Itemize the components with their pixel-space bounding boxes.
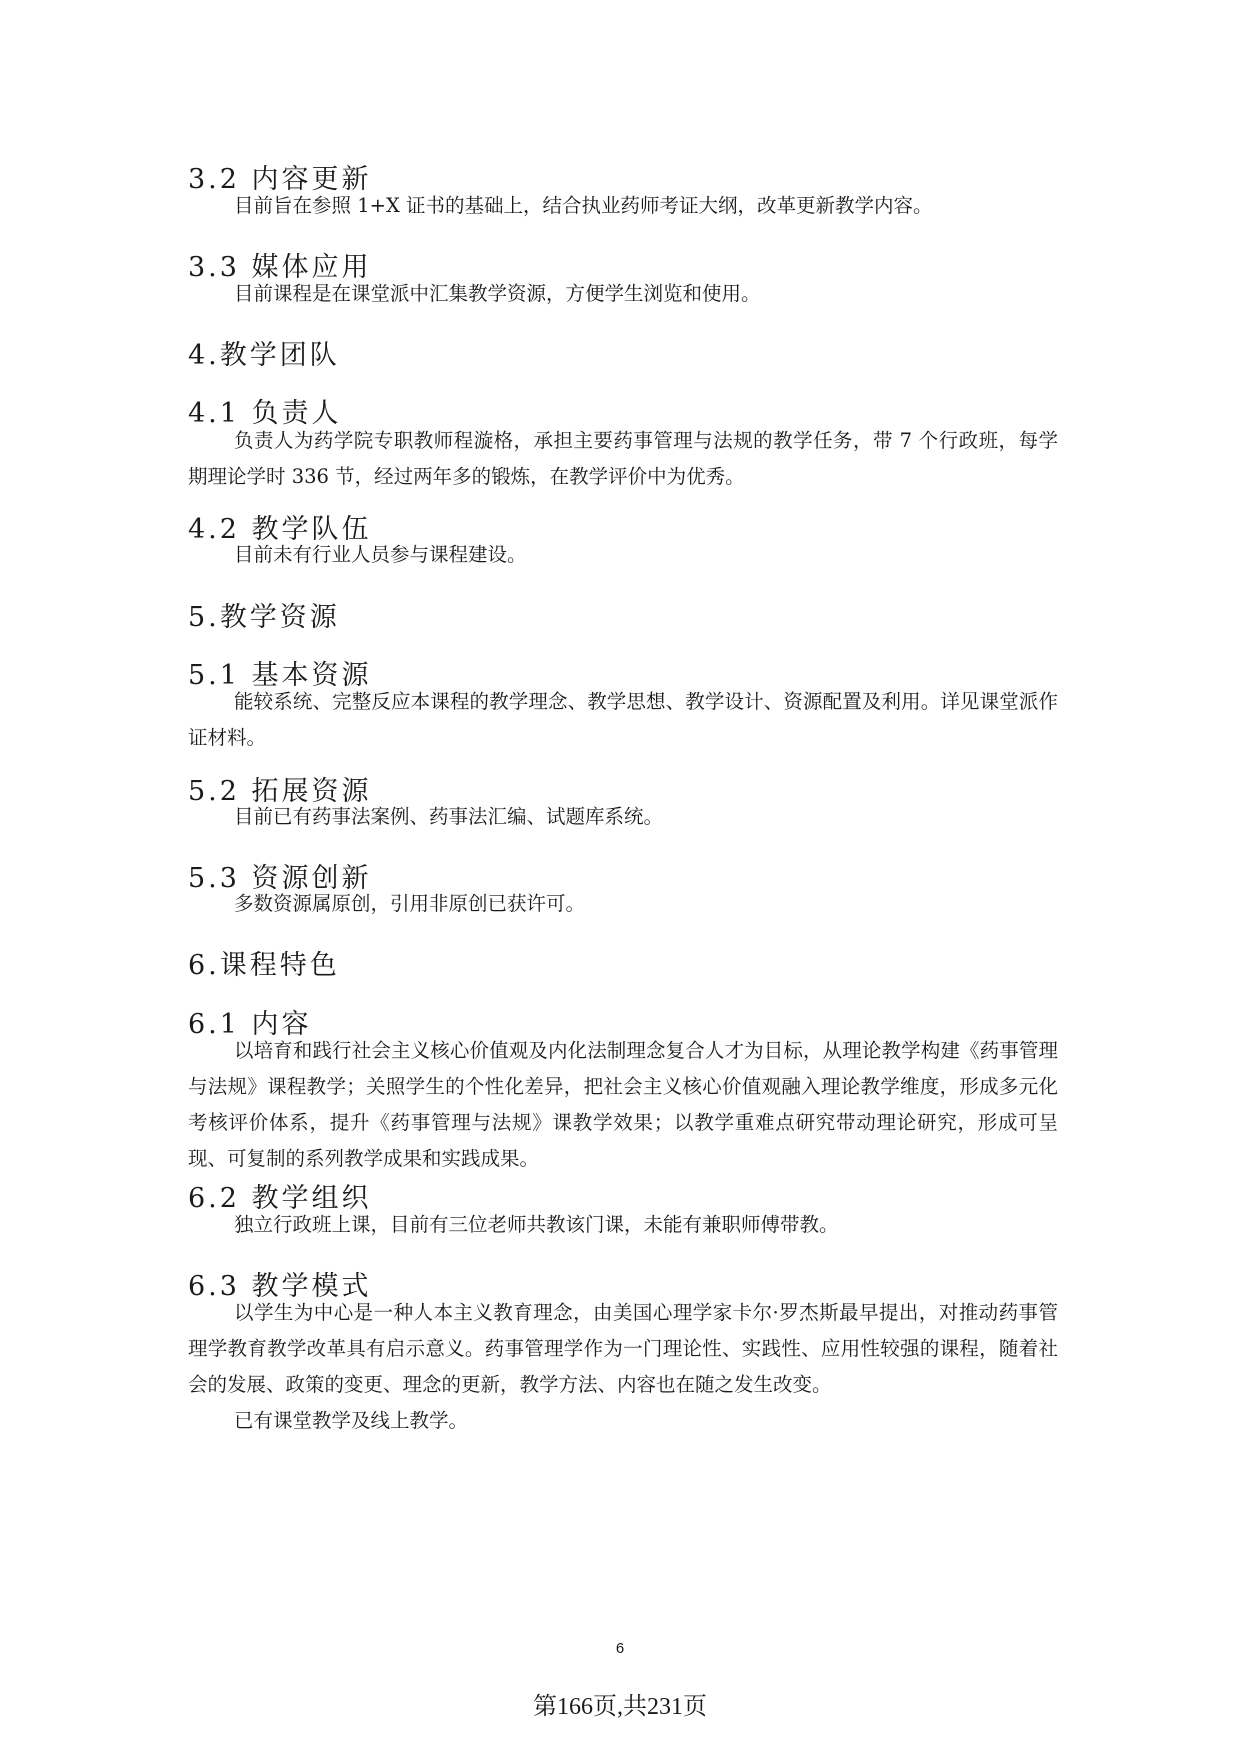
section-heading-4: 4.教学团队 <box>188 340 340 371</box>
section-heading-6-2: 6.2 教学组织 <box>188 1183 372 1214</box>
section-5-1-paragraph: 能较系统、完整反应本课程的教学理念、教学思想、教学设计、资源配置及利用。详见课堂派作证材料。 <box>188 690 1058 749</box>
section-heading-3-2: 3.2 内容更新 <box>188 164 372 195</box>
section-heading-4-1: 4.1 负责人 <box>188 398 342 429</box>
section-6-3-paragraph: 以学生为中心是一种人本主义教育理念，由美国心理学家卡尔·罗杰斯最早提出，对推动药事管理学教育教学改革具有启示意义。药事管理学作为一门理论性、实践性、应用性较强的课程，随着社会的发展、政策的变更、理念的更新，教学方法、内容也在随之发生改变。 <box>188 1301 1058 1396</box>
section-heading-4-2: 4.2 教学队伍 <box>188 514 372 545</box>
page-number: 6 <box>615 1640 625 1657</box>
section-heading-6-3: 6.3 教学模式 <box>188 1271 372 1302</box>
section-6-1-paragraph: 以培育和践行社会主义核心价值观及内化法制理念复合人才为目标，从理论教学构建《药事管理与法规》课程教学；关照学生的个性化差异，把社会主义核心价值观融入理论教学维度，形成多元化考核评价体系，提升《药事管理与法规》课教学效果；以教学重难点研究带动理论研究，形成可呈现、可复制的系列教学成果和实践成果。 <box>188 1039 1058 1170</box>
section-3-2-paragraph: 目前旨在参照 1+X 证书的基础上，结合执业药师考证大纲，改革更新教学内容。 <box>234 194 933 217</box>
section-heading-5: 5.教学资源 <box>188 602 340 633</box>
page-footer: 第166页,共231页 <box>533 1694 707 1720</box>
section-heading-5-2: 5.2 拓展资源 <box>188 776 372 807</box>
section-heading-6: 6.课程特色 <box>188 950 340 981</box>
section-heading-6-1: 6.1 内容 <box>188 1009 312 1040</box>
section-3-3-paragraph: 目前课程是在课堂派中汇集教学资源，方便学生浏览和使用。 <box>234 282 761 305</box>
section-6-3-paragraph-2: 已有课堂教学及线上教学。 <box>234 1409 469 1432</box>
section-4-2-paragraph: 目前未有行业人员参与课程建设。 <box>234 543 527 566</box>
section-heading-5-3: 5.3 资源创新 <box>188 863 372 894</box>
section-heading-3-3: 3.3 媒体应用 <box>188 252 372 283</box>
section-heading-5-1: 5.1 基本资源 <box>188 660 372 691</box>
section-6-2-paragraph: 独立行政班上课，目前有三位老师共教该门课，未能有兼职师傅带教。 <box>234 1213 839 1236</box>
section-5-2-paragraph: 目前已有药事法案例、药事法汇编、试题库系统。 <box>234 805 664 828</box>
section-5-3-paragraph: 多数资源属原创，引用非原创已获许可。 <box>234 892 586 915</box>
section-4-1-paragraph: 负责人为药学院专职教师程漩格，承担主要药事管理与法规的教学任务，带 7 个行政班，每学期理论学时 336 节，经过两年多的锻炼，在教学评价中为优秀。 <box>188 429 1058 488</box>
